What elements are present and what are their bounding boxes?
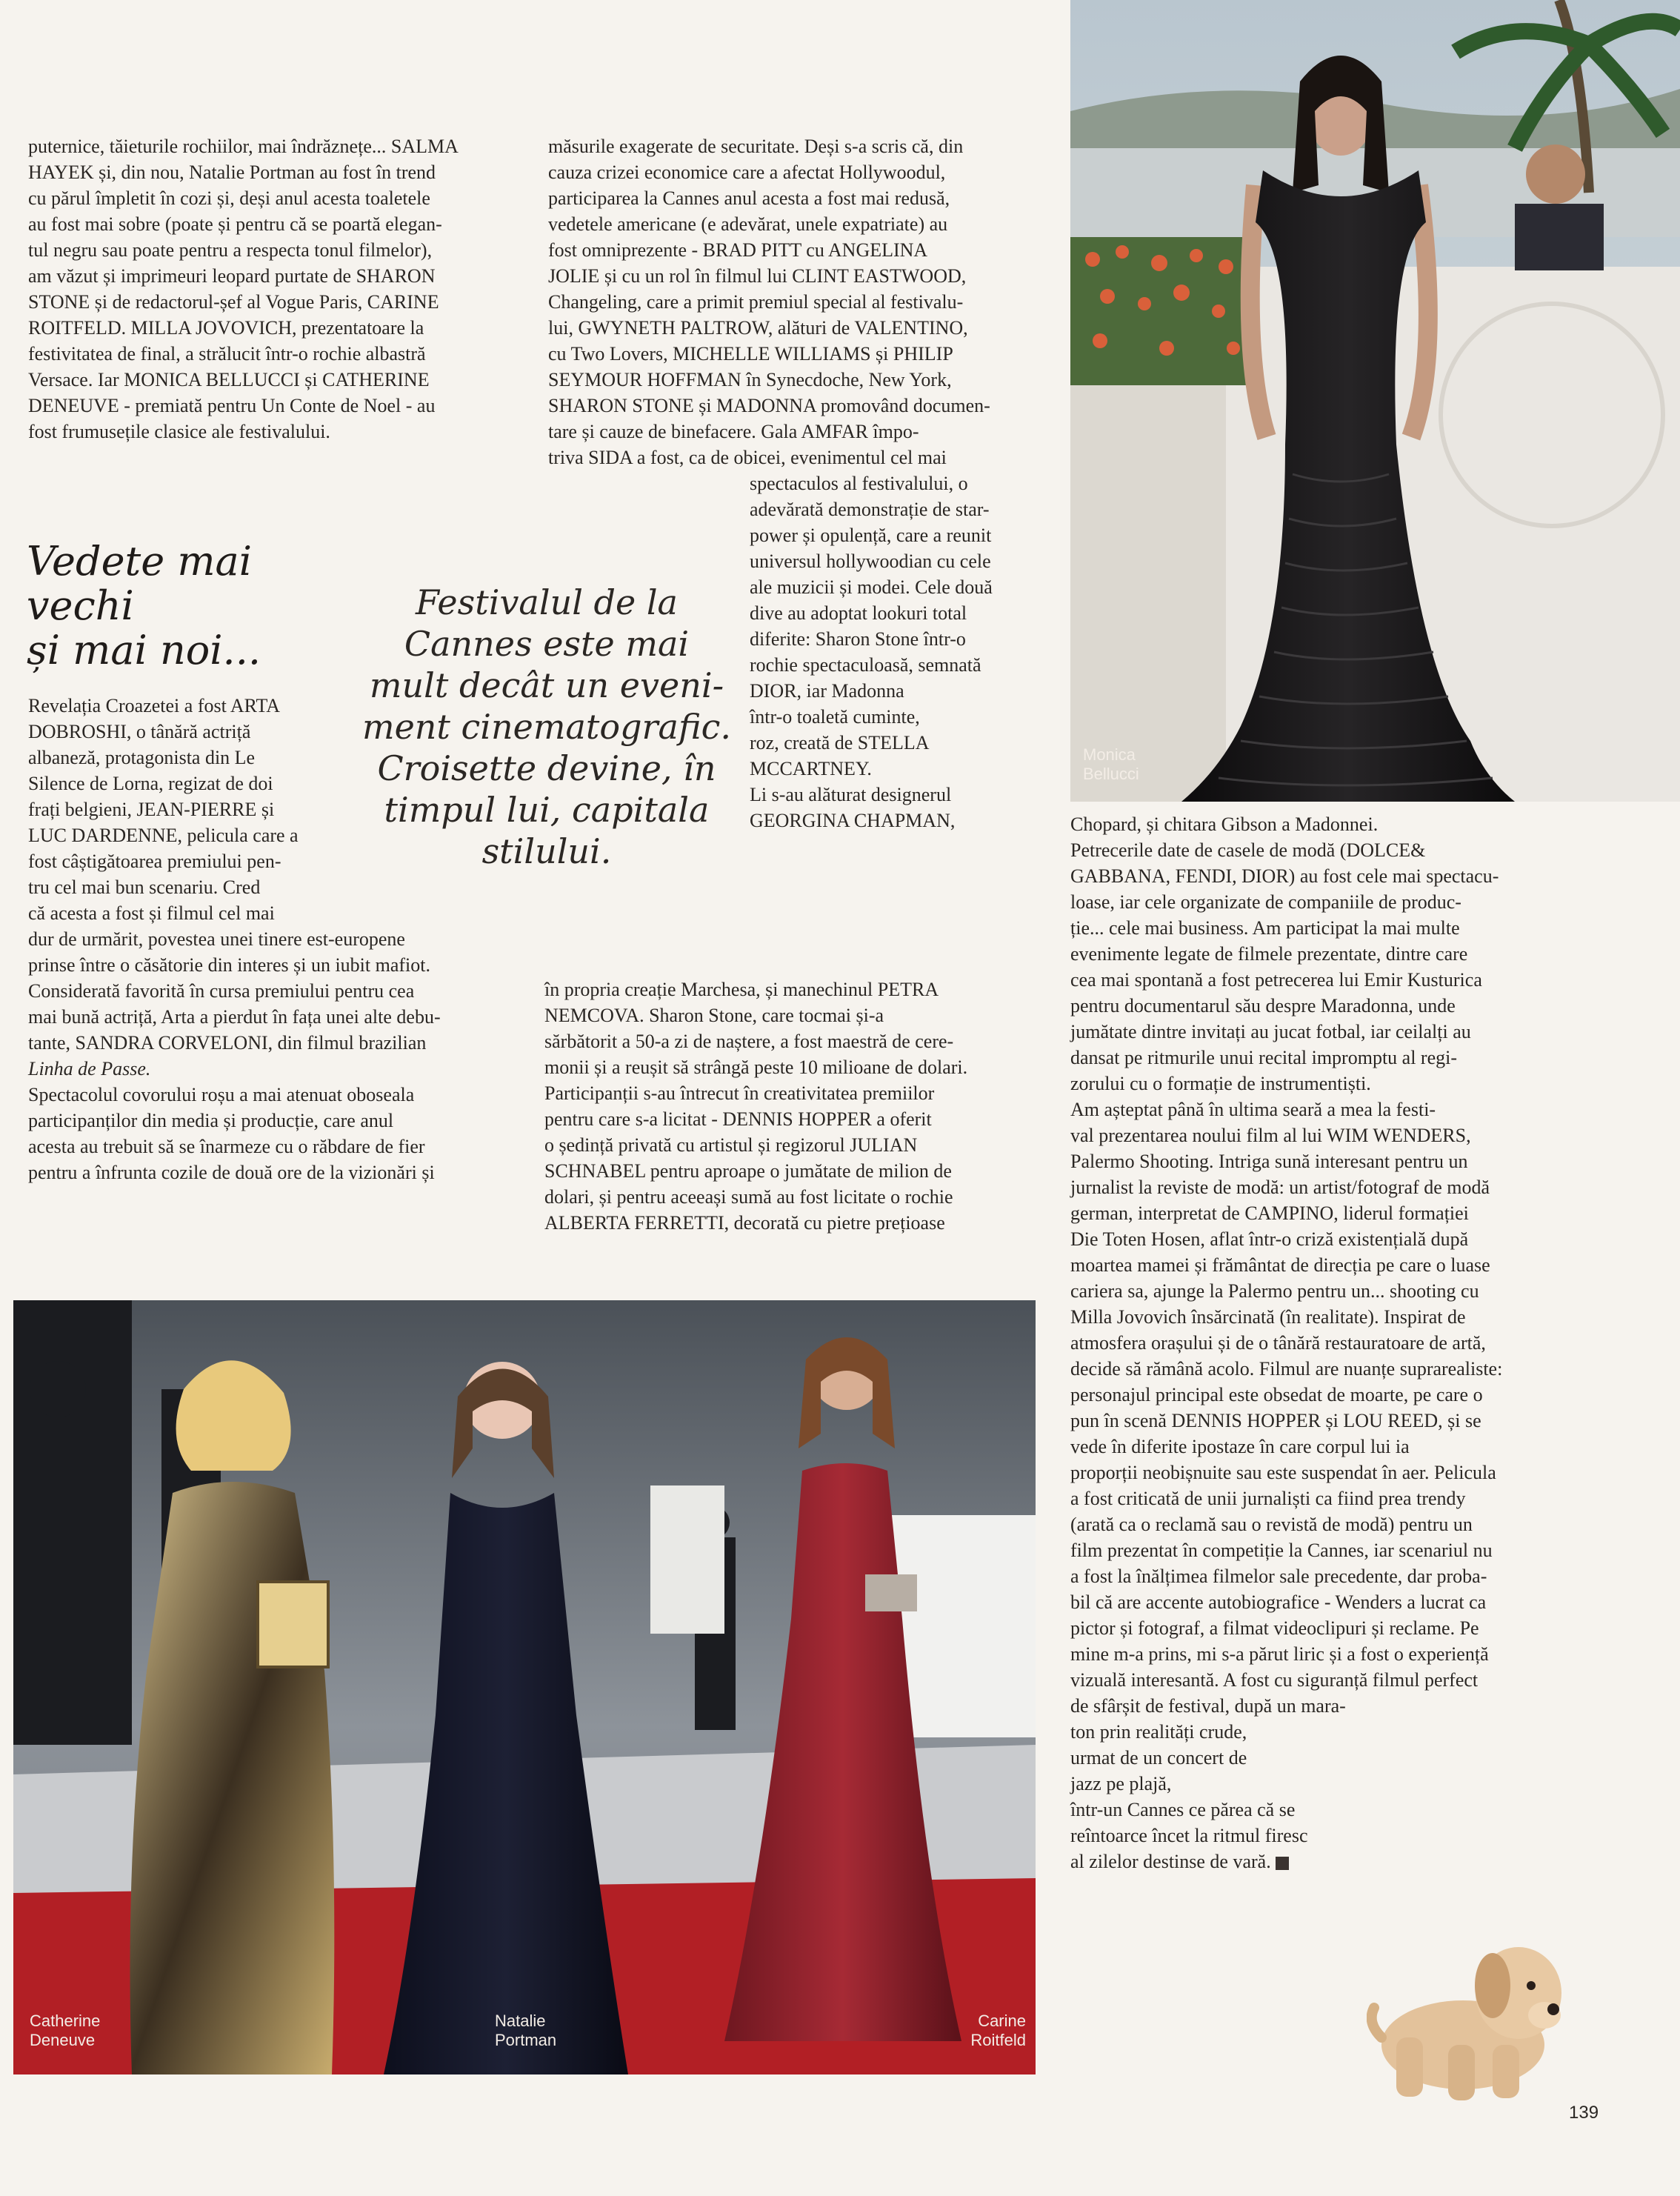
column-1-top [28,133,517,445]
text-line: proporții neobișnuite sau este suspendat în aer. Pelicula [1070,1462,1496,1483]
puppy-image [1367,1897,1567,2104]
text-line: pictor și fotograf, a filmat videoclipuri și reclame. Pe [1070,1617,1479,1639]
text-line: pentru care s-a licitat - DENNIS HOPPER a oferit [544,1108,932,1130]
text-line: SCHNABEL pentru aproape o jumătate de milion de [544,1160,952,1182]
text-line: ROITFELD. MILLA JOVOVICH, prezentatoare la [28,317,424,339]
text-line: adevărată demonstrație de star- [750,499,990,520]
text-line: acesta au trebuit să se înarmeze cu o răbdare de fier [28,1136,425,1157]
text-line: vizuală interesantă. A fost cu siguranță filmul perfect [1070,1669,1479,1691]
pull-quote: Festivalul de la Cannes este mai mult decât un eveni- ment cinematografic. Croisette devine, în timpul lui, capitala stilului. [361,582,732,871]
text-line: dive au adoptat lookuri total [750,602,967,624]
text-line: tru cel mai bun scenariu. Cred [28,876,261,898]
text-line: cu părul împletit în cozi și, deși anul acesta toaletele [28,187,430,209]
text-line: participarea la Cannes anul acesta a fost mai redusă, [548,187,950,209]
text-line: Considerată favorită în cursa premiului pentru cea [28,980,415,1002]
text-line: dansat pe ritmurile unui recital impromptu al regi- [1070,1047,1458,1068]
text-line: GEORGINA CHAPMAN, [750,810,956,831]
text-line: diferite: Sharon Stone într-o [750,628,966,650]
text-line: frați belgieni, JEAN-PIERRE și [28,799,275,820]
text-line: NEMCOVA. Sharon Stone, care tocmai și-a [544,1005,884,1026]
text-line: SHARON STONE și MADONNA promovând documen- [548,395,990,416]
text-line: GABBANA, FENDI, DIOR) au fost cele mai spectacu- [1070,865,1499,887]
photo-red-carpet [13,1300,1036,2074]
text-line: roz, creată de STELLA [750,732,930,753]
text-line: Am așteptat până în ultima seară a mea la festi- [1070,1099,1436,1120]
text-line: decide să rămână acolo. Filmul are nuanțe suprarealiste: [1070,1358,1503,1380]
text-line: au fost mai sobre (poate și pentru că se poartă elegan- [28,213,442,235]
text-line: măsurile exagerate de securitate. Deși s-a scris că, din [548,136,964,157]
text-line: vede în diferite ipostaze în care corpul lui ia [1070,1436,1410,1457]
text-line: jumătate dintre invitați au jucat fotbal, iar ceilalți au [1070,1021,1471,1042]
end-mark [1276,1857,1289,1870]
column-2-bottom [544,976,1063,1236]
text-line: a fost criticată de unii jurnaliști ca fiind prea trendy [1070,1488,1466,1509]
text-line: cea mai spontană a fost petrecerea lui Emir Kusturica [1070,969,1482,991]
text-line: Participanții s-au întrecut în creativitatea premiilor [544,1082,935,1104]
text-line: al zilelor destinse de vară. [1070,1849,1656,1874]
text-line: ton prin realități crude, [1070,1721,1247,1743]
text-line: jurnalist la reviste de modă: un artist/fotograf de modă [1070,1177,1490,1198]
text-line: într-un Cannes ce părea că se [1070,1799,1296,1820]
text-line: JOLIE și cu un rol în filmul lui CLINT EASTWOOD, [548,265,967,287]
page-number: 139 [1569,2103,1599,2123]
text-line: urmat de un concert de [1070,1747,1247,1769]
text-line: power și opulență, care a reunit [750,525,992,546]
caption-natalie: Natalie Portman [495,2012,557,2049]
text-line: prinse între o căsătorie din interes și un iubit mafiot. [28,954,430,976]
text-line: pentru a înfrunta cozile de două ore de la vizionări și [28,1162,435,1183]
text-line: Petrecerile date de casele de modă (DOLCE& [1070,839,1426,861]
text-line: HAYEK și, din nou, Natalie Portman au fost în trend [28,162,436,183]
photo-monica-bellucci [1070,0,1680,802]
text-line: cauza crizei economice care a afectat Hollywoodul, [548,162,946,183]
text-line: că acesta a fost și filmul cel mai [28,902,275,924]
text-line: rochie spectaculoasă, semnată [750,654,981,676]
text-line: ALBERTA FERRETTI, decorată cu pietre prețioase [544,1212,945,1234]
puppy-illustration [1367,1897,1567,2104]
column-2-narrow [750,470,1068,834]
text-line: DENEUVE - premiată pentru Un Conte de Noel - au [28,395,436,416]
text-line: tul negru sau poate pentru a respecta tonul filmelor), [28,239,433,261]
text-line: triva SIDA a fost, ca de obicei, evenimentul cel mai [548,447,947,468]
text-line: Milla Jovovich însărcinată (în realitate). Inspirat de [1070,1306,1466,1328]
text-line: tante, SANDRA CORVELONI, din filmul brazilian [28,1032,427,1054]
text-line: am văzut și imprimeuri leopard purtate de SHARON [28,265,436,287]
text-line: Chopard, și chitara Gibson a Madonnei. [1070,813,1379,835]
text-line: ție... cele mai business. Am participat la mai multe [1070,917,1460,939]
text-line: Changeling, care a primit premiul special al festivalu- [548,291,964,313]
text-line: fost omniprezente - BRAD PITT cu ANGELINA [548,239,928,261]
text-line: festivitatea de final, a strălucit într-o rochie albastră [28,343,426,365]
text-line: Linha de Passe. [28,1058,151,1079]
text-line: Versace. Iar MONICA BELLUCCI și CATHERINE [28,369,430,390]
text-line: mine m-a prins, mi s-a părut liric și a fost o experiență [1070,1643,1489,1665]
text-line: val prezentarea noului film al lui WIM WENDERS, [1070,1125,1471,1146]
column-3 [1070,811,1656,1874]
text-line: spectaculos al festivalului, o [750,473,968,494]
text-line: participanților din media și producție, care anul [28,1110,394,1131]
text-line: dur de urmărit, povestea unei tinere est-europene [28,928,405,950]
text-line: Silence de Lorna, regizat de doi [28,773,273,794]
text-line: (arată ca o reclamă sau o revistă de modă) pentru un [1070,1514,1473,1535]
text-line: bil că are accente autobiografice - Wenders a lucrat ca [1070,1591,1487,1613]
text-line: LUC DARDENNE, pelicula care a [28,825,299,846]
text-line: german, interpretat de CAMPINO, liderul formației [1070,1202,1469,1224]
text-line: Revelația Croazetei a fost ARTA [28,695,281,716]
caption-monica: Monica Bellucci [1083,745,1139,783]
photo-illustration [13,1300,1036,2074]
text-line: pentru documentarul său despre Maradonna, unde [1070,995,1456,1017]
text-line: monii și a reușit să strângă peste 10 milioane de dolari. [544,1057,968,1078]
photo-illustration [1070,0,1680,802]
text-line: mai bună actriță, Arta a pierdut în fața unei alte debu- [28,1006,441,1028]
text-line: moartea mamei și frământat de direcția pe care o luase [1070,1254,1490,1276]
text-line: dolari, și pentru aceeași sumă au fost licitate o rochie [544,1186,953,1208]
text-line: puternice, tăieturile rochiilor, mai îndrăznețe... SALMA [28,136,459,157]
text-line: albaneză, protagonista din Le [28,747,256,768]
text-line: DOBROSHI, o tânără actriță [28,721,251,742]
text-line: Li s-au alăturat designerul [750,784,952,805]
caption-carine: Carine Roitfeld [970,2012,1026,2049]
section-heading: Vedete mai vechi și mai noi... [27,538,261,673]
text-line: într-o toaletă cuminte, [750,706,920,728]
text-line: evenimente legate de filmele prezentate, dintre care [1070,943,1468,965]
text-line: fost câștigătoarea premiului pen- [28,851,281,872]
text-line: Spectacolul covorului roșu a mai atenuat oboseala [28,1084,415,1105]
text-line: cu Two Lovers, MICHELLE WILLIAMS și PHILIP [548,343,953,365]
text-line: tare și cauze de binefacere. Gala AMFAR împo- [548,421,919,442]
text-line: jazz pe plajă, [1070,1773,1172,1794]
text-line: zorului cu o formație de instrumentiști. [1070,1073,1371,1094]
text-line: cariera sa, ajunge la Palermo pentru un... shooting cu [1070,1280,1479,1302]
text-line: de sfârșit de festival, după un mara- [1070,1695,1346,1717]
text-line: pun în scenă DENNIS HOPPER și LOU REED, și se [1070,1410,1481,1431]
text-line: reîntoarce încet la ritmul firesc [1070,1825,1308,1846]
text-line: a fost la înălțimea filmelor sale precedente, dar proba- [1070,1566,1487,1587]
text-line: universul hollywoodian cu cele [750,550,991,572]
text-line: DIOR, iar Madonna [750,680,904,702]
text-line: o ședință privată cu artistul și regizorul JULIAN [544,1134,918,1156]
text-line: film prezentat în competiție la Cannes, iar scenariul nu [1070,1540,1493,1561]
column-2-top [548,133,1067,470]
text-line: atmosfera orașului și de o tânără restauratoare de artă, [1070,1332,1486,1354]
text-line: sărbătorit a 50-a zi de naștere, a fost maestră de cere- [544,1031,954,1052]
text-line: STONE și de redactorul-șef al Vogue Paris, CARINE [28,291,439,313]
text-line: lui, GWYNETH PALTROW, alături de VALENTINO, [548,317,968,339]
text-line: ale muzicii și modei. Cele două [750,576,993,598]
text-line: fost frumusețile clasice ale festivalului. [28,421,330,442]
text-line: vedetele americane (e adevărat, unele expatriate) au [548,213,948,235]
text-line: Palermo Shooting. Intriga sună interesant pentru un [1070,1151,1468,1172]
caption-catherine: Catherine Deneuve [30,2012,101,2049]
text-line: personajul principal este obsedat de moarte, pe care o [1070,1384,1483,1405]
text-line: în propria creație Marchesa, și manechinul PETRA [544,979,939,1000]
text-line: loase, iar cele organizate de companiile de produc- [1070,891,1461,913]
text-line: Die Toten Hosen, aflat într-o criză existențială după [1070,1228,1469,1250]
text-line: SEYMOUR HOFFMAN în Synecdoche, New York, [548,369,952,390]
text-line: MCCARTNEY. [750,758,872,779]
